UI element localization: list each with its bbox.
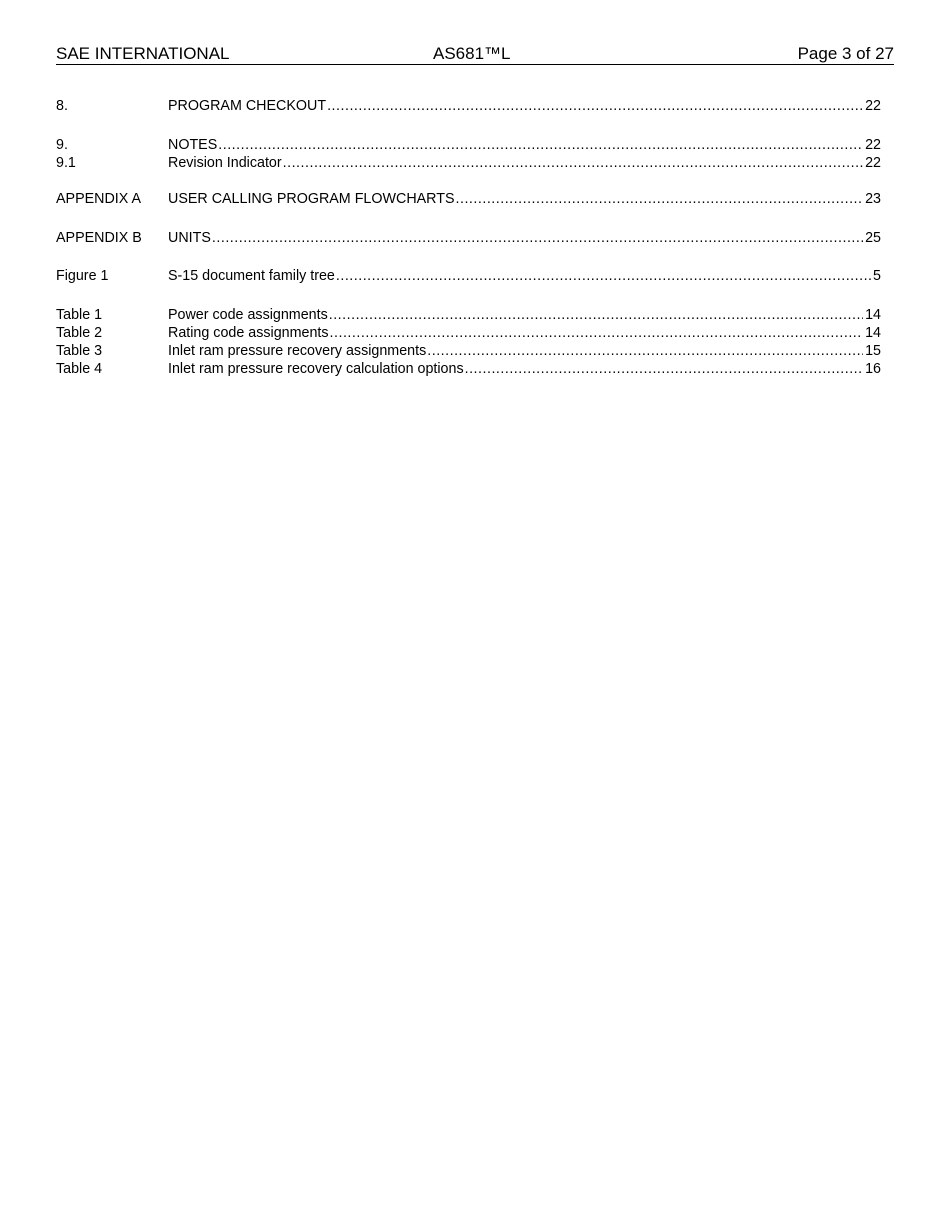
page-header: [56, 44, 894, 65]
toc-entry[interactable]: [56, 360, 881, 378]
toc-entry-title: UNITS: [168, 230, 211, 246]
toc-entry-title: Revision Indicator: [168, 155, 282, 171]
toc-entry[interactable]: [56, 342, 881, 360]
header-organization: SAE INTERNATIONAL: [56, 44, 230, 63]
toc-entry-label: APPENDIX B: [56, 230, 142, 246]
toc-dot-leader: [212, 229, 863, 247]
toc-entry-title: NOTES: [168, 137, 218, 153]
toc-entry[interactable]: [56, 97, 881, 115]
toc-entry[interactable]: [56, 154, 881, 172]
header-document-id: AS681™L: [433, 44, 511, 63]
toc-entry[interactable]: [56, 190, 881, 208]
toc-entry-label: 9.: [56, 137, 68, 153]
toc-entry[interactable]: [56, 324, 881, 342]
toc-dot-leader: [329, 306, 863, 324]
toc-entry-label: APPENDIX A: [56, 191, 142, 207]
toc-entry-page: 23: [865, 191, 881, 207]
toc-dot-leader: [327, 97, 863, 115]
toc-dot-leader: [336, 267, 871, 285]
toc-entry-page: 14: [865, 307, 881, 323]
toc-entry-title: USER CALLING PROGRAM FLOWCHARTS: [168, 191, 455, 207]
toc-entry-page: 15: [865, 343, 881, 359]
toc-entry-title: Rating code assignments: [168, 325, 329, 341]
toc-entry-label: Table 2: [56, 325, 103, 341]
toc-entry-label: Table 3: [56, 343, 103, 359]
toc-entry[interactable]: [56, 136, 881, 154]
toc-entry-title: Inlet ram pressure recovery calculation options: [168, 361, 464, 377]
toc-entry-title: Power code assignments: [168, 307, 328, 323]
toc-dot-leader: [218, 136, 863, 154]
toc-entry-label: Figure 1: [56, 268, 109, 284]
toc-entry-page: 16: [865, 361, 881, 377]
toc-entry-title: Inlet ram pressure recovery assignments: [168, 343, 427, 359]
toc-entry-label: 8.: [56, 98, 68, 114]
toc-dot-leader: [465, 360, 863, 378]
toc-entry-label: Table 1: [56, 307, 103, 323]
toc-entry-page: 25: [865, 230, 881, 246]
toc-entry-title: PROGRAM CHECKOUT: [168, 98, 327, 114]
toc-entry[interactable]: [56, 306, 881, 324]
toc-dot-leader: [283, 154, 863, 172]
toc-entry-label: Table 4: [56, 361, 103, 377]
toc-entry[interactable]: [56, 229, 881, 247]
toc-entry-page: 22: [865, 98, 881, 114]
toc-entry-title: S-15 document family tree: [168, 268, 335, 284]
toc-dot-leader: [427, 342, 863, 360]
toc-entry-page: 5: [873, 268, 881, 284]
toc-dot-leader: [330, 324, 864, 342]
toc-entry-label: 9.1: [56, 155, 76, 171]
toc-entry-page: 14: [865, 325, 881, 341]
toc-dot-leader: [456, 190, 864, 208]
header-page-indicator: Page 3 of 27: [797, 44, 894, 63]
toc-entry-page: 22: [865, 155, 881, 171]
toc-entry[interactable]: [56, 267, 881, 285]
toc-entry-page: 22: [865, 137, 881, 153]
